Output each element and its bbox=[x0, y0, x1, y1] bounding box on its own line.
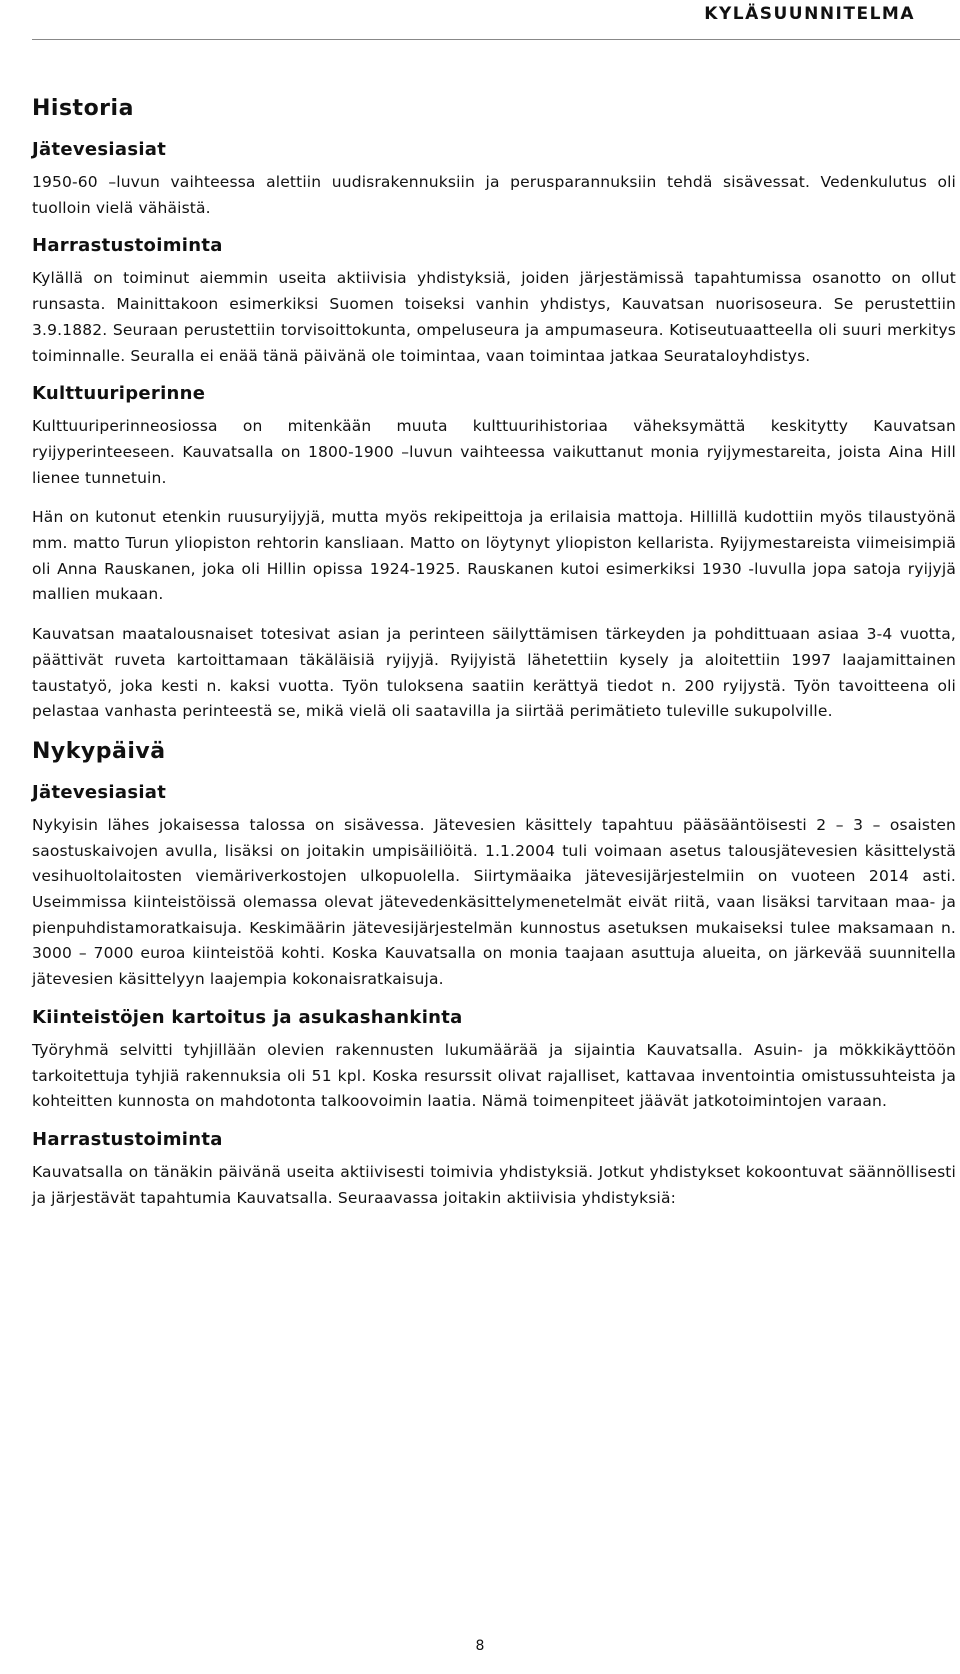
paragraph: Kulttuuriperinneosiossa on mitenkään muuta kulttuurihistoriaa väheksymättä keskitytty Kauvatsan ryijyperinteeseen. Kauvatsalla on 1800-1900 –luvun vaihteessa vaikuttanut monia ryijymestareita, joista Aina Hill lienee tunnetuin. bbox=[32, 417, 956, 487]
document-body bbox=[32, 96, 956, 1225]
subheading-kulttuuriperinne: Kulttuuriperinne bbox=[32, 383, 206, 405]
paragraph: Työryhmä selvitti tyhjillään olevien rakennusten lukumäärää ja sijaintia Kauvatsalla. Asuin- ja mökkikäyttöön tarkoitettuja tyhjiä rakennuksia oli 51 kpl. Koska resurssit olivat rajalliset, kattavaa inventointia omistussuhteista ja kohteitten kunnosta on mahdotonta talkoovoimin laatia. Nämä toimenpiteet jäävät jatkotoimintojen varaan. bbox=[32, 1040, 956, 1111]
paragraph: Nykyisin lähes jokaisessa talossa on sisävessa. Jätevesien käsittely tapahtuu pääsääntöisesti 2 – 3 – osaisten saostuskaivojen avulla, lisäksi on joitakin umpisäiliöitä. 1.1.2004 tuli voimaan asetus talousjätevesien käsittelystä vesihuoltolaitosten viemäriverkostojen ulkopuolella. Siirtymäaika jätevesijärjestelmiin on vuoteen 2014 asti. Useimmissa kiinteistöissä olemassa olevat jätevedenkäsittelymenetelmät eivät riitä, vaan lisäksi tarvitaan maa- ja pienpuhdistamoratkaisuja. Keskimäärin jätevesijärjestelmän kunnostus asetuksen mukaiseksi tulee maksamaan n. 3000 – 7000 euroa kiinteistöä kohti. Koska Kauvatsalla on monia taajaan asuttuja alueita, on järkevää suunnitella jätevesien käsittelyyn laajempia kokonaisratkaisuja. bbox=[32, 815, 956, 989]
section-title-nykypaiva: Nykypäivä bbox=[32, 738, 166, 764]
paragraph: Kauvatsan maatalousnaiset totesivat asian ja perinteen säilyttämisen tärkeyden ja pohdittuaan asiaa 3-4 vuotta, päättivät ruveta kartoittamaan täkäläisiä ryijyjä. Ryijyistä lähetettiin kysely ja aloitettiin 1997 laajamittainen taustatyö, joka kesti n. kaksi vuotta. Työn tuloksena saatiin kerättyä tiedot n. 200 ryijystä. Työn tavoitteena oli pelastaa vanhasta perinteestä se, mikä vielä oli saatavilla ja siirtää perimätieto tuleville sukupolville. bbox=[32, 625, 956, 721]
page-number: 8 bbox=[475, 1638, 485, 1654]
paragraph: 1950-60 –luvun vaihteessa alettiin uudisrakennuksiin ja perusparannuksiin tehdä sisävessat. Vedenkulutus oli tuolloin vielä vähäistä. bbox=[32, 173, 956, 217]
paragraph: Hän on kutonut etenkin ruusuryijyjä, mutta myös rekipeittoja ja erilaisia mattoja. Hillillä kudottiin myös tilaustyönä mm. matto Turun yliopiston rehtorin kansliaan. Matto on löytynyt yliopiston kellarista. Ryijymestareista viimeisimpiä oli Anna Rauskanen, joka oli Hillin opissa 1924-1925. Rauskanen kutoi esimerkiksi 1930 -luvulla jopa satoja ryijyjä mallien mukaan. bbox=[32, 508, 956, 604]
subheading-kiinteistot: Kiinteistöjen kartoitus ja asukashankinta bbox=[32, 1006, 463, 1028]
section-title-historia: Historia bbox=[32, 96, 134, 121]
header-divider bbox=[32, 39, 960, 40]
subheading-harrastustoiminta: Harrastustoiminta bbox=[32, 1128, 223, 1150]
document-title: KYLÄSUUNNITELMA bbox=[704, 4, 915, 24]
subheading-harrastustoiminta: Harrastustoiminta bbox=[32, 235, 223, 257]
paragraph: Kylällä on toiminut aiemmin useita aktiivisia yhdistyksiä, joiden järjestämissä tapahtumissa osanotto on ollut runsasta. Mainittakoon esimerkiksi Suomen toiseksi vanhin yhdistys, Kauvatsan nuorisoseura. Se perustettiin 3.9.1882. Seuraan perustettiin torvisoittokunta, ompeluseura ja ampumaseura. Kotiseutuaatteella oli suuri merkitys toiminnalle. Seuralla ei enää tänä päivänä ole toimintaa, vaan toimintaa jatkaa Seurataloyhdistys. bbox=[32, 269, 956, 365]
subheading-jatevesiasiat: Jätevesiasiat bbox=[32, 139, 167, 160]
subheading-jatevesiasiat: Jätevesiasiat bbox=[32, 781, 167, 803]
page-header bbox=[0, 0, 960, 40]
paragraph: Kauvatsalla on tänäkin päivänä useita aktiivisesti toimivia yhdistyksiä. Jotkut yhdistykset kokoontuvat säännöllisesti ja järjestävät tapahtumia Kauvatsalla. Seuraavassa joitakin aktiivisia yhdistyksiä: bbox=[32, 1162, 956, 1207]
